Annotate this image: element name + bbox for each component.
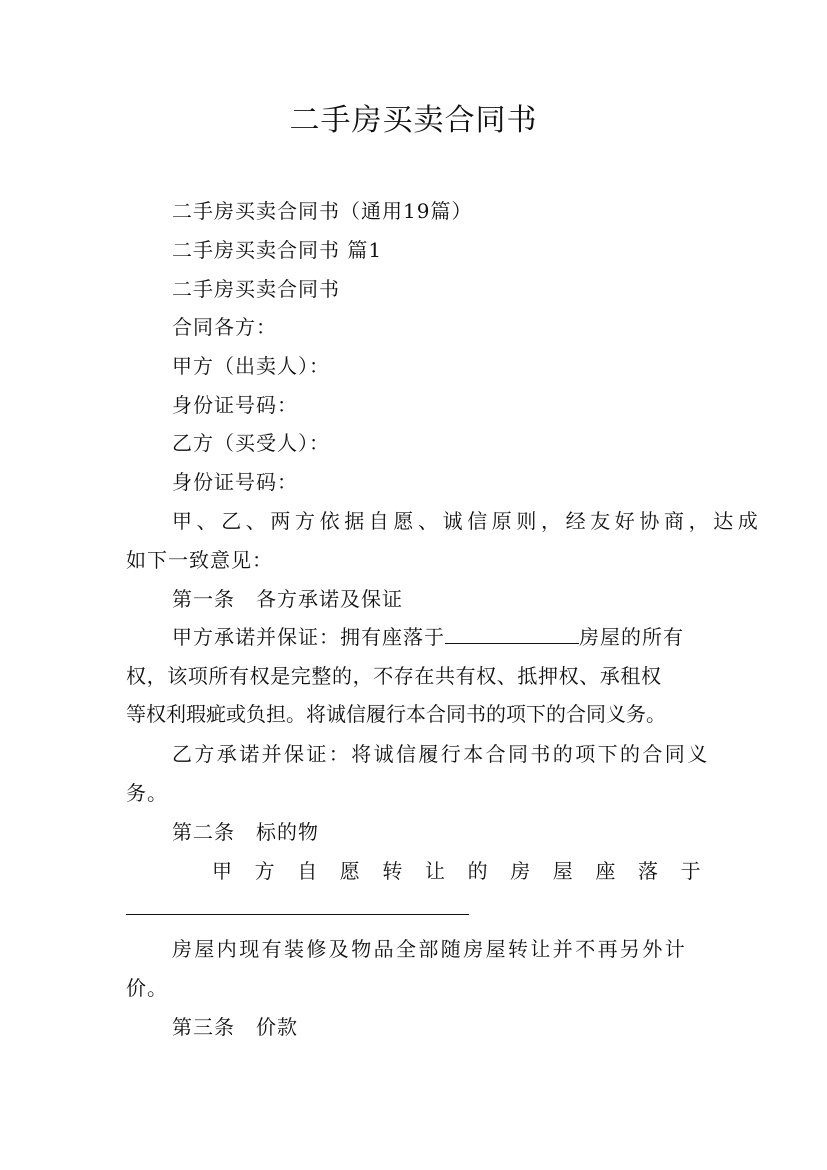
paragraph-line: 等权利瑕疵或负担。将诚信履行本合同书的项下的合同义务。 <box>126 702 666 726</box>
subtitle-line: 二手房买卖合同书（通用19篇） <box>172 199 473 223</box>
document-title: 二手房买卖合同书 <box>289 103 538 138</box>
blank-underline <box>445 623 579 644</box>
party-a-label: 甲方（出卖人）： <box>172 354 330 378</box>
paragraph-line: 价。 <box>126 976 168 1000</box>
party-b-label: 乙方（买受人）： <box>172 431 330 455</box>
party-b-id-label: 身份证号码： <box>172 470 298 494</box>
paragraph-line: 房屋内现有装修及物品全部随房屋转让并不再另外计 <box>172 937 688 961</box>
section-heading: 二手房买卖合同书 篇1 <box>172 238 383 262</box>
article-heading: 第二条 标的物 <box>172 820 319 844</box>
contract-name-line: 二手房买卖合同书 <box>172 277 340 301</box>
paragraph-line <box>172 618 684 656</box>
paragraph-line: 甲、乙、两方依据自愿、诚信原则，经友好协商，达成 <box>172 509 763 533</box>
article-heading: 第一条 各方承诺及保证 <box>172 587 403 611</box>
paragraph-line: 甲方自愿转让的房屋座落于 <box>212 859 724 883</box>
paragraph-text: 房屋的所有 <box>579 625 684 649</box>
parties-label: 合同各方： <box>172 315 277 339</box>
article-heading: 第三条 价款 <box>172 1015 298 1039</box>
paragraph-line: 乙方承诺并保证：将诚信履行本合同书的项下的合同义 <box>172 742 710 766</box>
paragraph-text: 甲方承诺并保证：拥有座落于 <box>172 625 445 649</box>
blank-underline <box>126 914 469 915</box>
paragraph-line: 如下一致意见： <box>126 548 273 572</box>
party-a-id-label: 身份证号码： <box>172 393 298 417</box>
paragraph-line: 务。 <box>126 781 168 805</box>
paragraph-line: 权，该项所有权是完整的，不存在共有权、抵押权、承租权 <box>126 664 662 688</box>
